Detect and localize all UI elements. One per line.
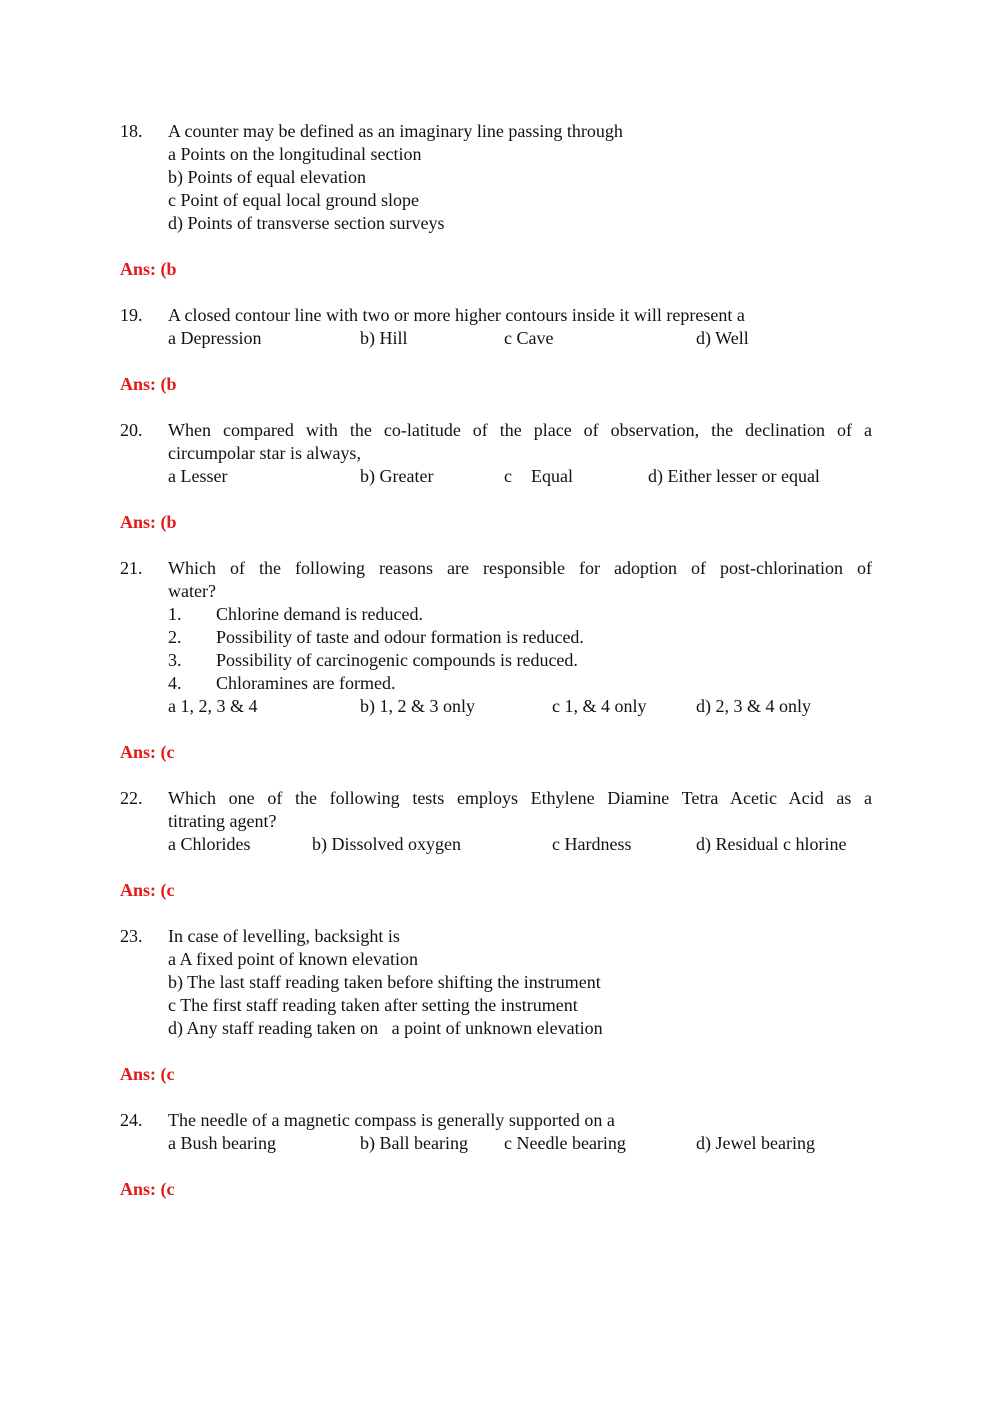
option-b: b) Ball bearing — [360, 1133, 468, 1153]
statement-number: 1. — [168, 604, 182, 624]
option-a: a Bush bearing — [168, 1133, 276, 1153]
option-b: b) Greater — [360, 466, 434, 486]
statement-text: Chlorine demand is reduced. — [216, 604, 423, 624]
option-a: a Lesser — [168, 466, 228, 486]
option-d: d) Well — [696, 328, 749, 348]
statement-number: 3. — [168, 650, 182, 670]
answer-label: Ans: (c — [120, 880, 175, 900]
question-stem-line-2: water? — [168, 581, 216, 601]
statement-text: Possibility of carcinogenic compounds is reduced. — [216, 650, 578, 670]
answer-label: Ans: (c — [120, 1179, 175, 1199]
answer-label: Ans: (c — [120, 1064, 175, 1084]
option-a: a Chlorides — [168, 834, 251, 854]
option-a: a 1, 2, 3 & 4 — [168, 696, 258, 716]
option-d: d) Points of transverse section surveys — [168, 213, 445, 233]
question-stem: In case of levelling, backsight is — [168, 926, 400, 946]
option-d: d) Jewel bearing — [696, 1133, 815, 1153]
statement-number: 4. — [168, 673, 182, 693]
question-stem: A counter may be defined as an imaginary line passing through — [168, 121, 623, 141]
option-c: c Needle bearing — [504, 1133, 626, 1153]
option-c: c Point of equal local ground slope — [168, 190, 419, 210]
option-b: b) Dissolved oxygen — [312, 834, 461, 854]
question-stem-line-1: Which of the following reasons are responsible for adoption of post-chlorination of — [168, 558, 872, 578]
answer-label: Ans: (b — [120, 512, 177, 532]
option-b: b) The last staff reading taken before shifting the instrument — [168, 972, 601, 992]
option-d: d) 2, 3 & 4 only — [696, 696, 811, 716]
option-b: b) 1, 2 & 3 only — [360, 696, 475, 716]
question-number: 21. — [120, 558, 143, 578]
statement-text: Possibility of taste and odour formation is reduced. — [216, 627, 584, 647]
option-a: a Points on the longitudinal section — [168, 144, 422, 164]
answer-label: Ans: (b — [120, 259, 177, 279]
statement-number: 2. — [168, 627, 182, 647]
question-stem-line-1: Which one of the following tests employs Ethylene Diamine Tetra Acetic Acid as a — [168, 788, 872, 808]
option-c: c The first staff reading taken after setting the instrument — [168, 995, 578, 1015]
option-b: b) Points of equal elevation — [168, 167, 366, 187]
question-number: 19. — [120, 305, 143, 325]
question-number: 22. — [120, 788, 143, 808]
statement-text: Chloramines are formed. — [216, 673, 396, 693]
question-stem-line-2: titrating agent? — [168, 811, 277, 831]
answer-label: Ans: (c — [120, 742, 175, 762]
answer-label: Ans: (b — [120, 374, 177, 394]
option-d: d) Any staff reading taken on a point of unknown elevation — [168, 1018, 603, 1038]
option-c: c Hardness — [552, 834, 632, 854]
option-a: a Depression — [168, 328, 262, 348]
option-c-text: Equal — [531, 466, 573, 486]
option-d: d) Either lesser or equal — [648, 466, 820, 486]
option-c-letter: c — [504, 466, 512, 486]
option-c: c Cave — [504, 328, 554, 348]
question-number: 18. — [120, 121, 143, 141]
option-c: c 1, & 4 only — [552, 696, 647, 716]
option-b: b) Hill — [360, 328, 408, 348]
question-number: 23. — [120, 926, 143, 946]
question-stem-line-1: When compared with the co-latitude of the place of observation, the declination of a — [168, 420, 872, 440]
question-number: 24. — [120, 1110, 143, 1130]
question-stem: The needle of a magnetic compass is generally supported on a — [168, 1110, 615, 1130]
question-number: 20. — [120, 420, 143, 440]
option-d: d) Residual c hlorine — [696, 834, 847, 854]
question-stem: A closed contour line with two or more higher contours inside it will represent a — [168, 305, 745, 325]
option-a: a A fixed point of known elevation — [168, 949, 418, 969]
question-stem-line-2: circumpolar star is always, — [168, 443, 361, 463]
